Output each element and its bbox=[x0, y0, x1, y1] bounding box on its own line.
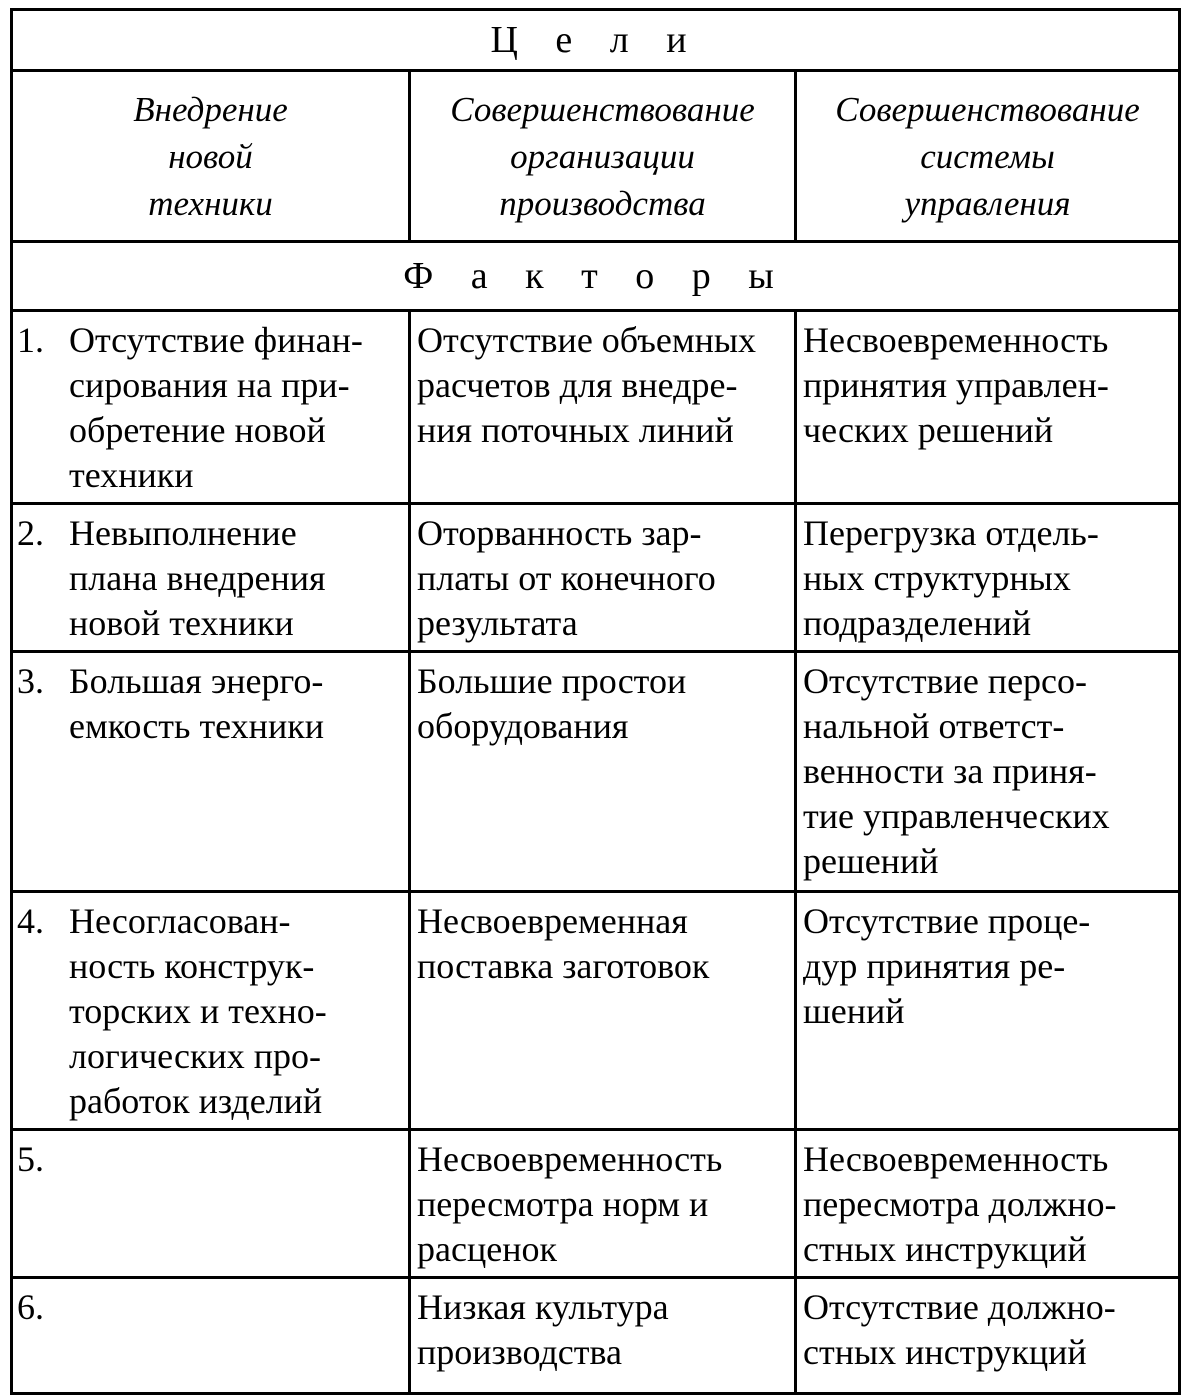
factor-cell-organization: Несвоевременность пересмотра норм и расценок bbox=[410, 1130, 796, 1278]
factor-row-2 bbox=[12, 504, 1180, 652]
factor-cell-technology bbox=[12, 652, 410, 892]
factor-row-3 bbox=[12, 652, 1180, 892]
goal-management-system: Совершенствование системы управления bbox=[796, 71, 1180, 242]
factor-cell-organization: Отсутствие объемных расчетов для внедре- ния поточных линий bbox=[410, 311, 796, 504]
factor-row-1 bbox=[12, 311, 1180, 504]
factor-cell-management: Несвоевременность пересмотра должно- стных инструкций bbox=[796, 1130, 1180, 1278]
factor-row-6 bbox=[12, 1278, 1180, 1394]
factor-cell-organization: Низкая культура производства bbox=[410, 1278, 796, 1394]
factor-cell-management: Отсутствие проце- дур принятия ре- шений bbox=[796, 892, 1180, 1130]
factor-cell-management: Отсутствие должно- стных инструкций bbox=[796, 1278, 1180, 1394]
factor-cell-technology bbox=[12, 311, 410, 504]
factor-cell-technology bbox=[12, 892, 410, 1130]
factor-cell-technology bbox=[12, 1278, 410, 1394]
row-number: 5. bbox=[17, 1139, 44, 1179]
factor-text: Большая энерго- емкость техники bbox=[69, 661, 324, 746]
row-number: 4. bbox=[17, 901, 44, 941]
factor-row-5 bbox=[12, 1130, 1180, 1278]
factor-text: Отсутствие финан- сирования на при- обретение новой техники bbox=[69, 320, 363, 495]
row-number: 3. bbox=[17, 661, 44, 701]
factor-cell-management: Отсутствие персо- нальной ответст- венности за приня- тие управленческих решений bbox=[796, 652, 1180, 892]
factor-cell-management: Несвоевременность принятия управлен- ческих решений bbox=[796, 311, 1180, 504]
goal-production-organization: Совершенствование организации производства bbox=[410, 71, 796, 242]
factor-cell-management: Перегрузка отдель- ных структурных подразделений bbox=[796, 504, 1180, 652]
goal-new-technology: Внедрение новой техники bbox=[12, 71, 410, 242]
row-number: 6. bbox=[17, 1287, 44, 1327]
factors-header-row bbox=[12, 242, 1180, 311]
factor-row-4 bbox=[12, 892, 1180, 1130]
factor-cell-technology bbox=[12, 504, 410, 652]
factor-text: Невыполнение плана внедрения новой техники bbox=[69, 513, 326, 643]
factor-cell-organization: Оторванность зар- платы от конечного результата bbox=[410, 504, 796, 652]
row-number: 2. bbox=[17, 513, 44, 553]
factor-cell-technology bbox=[12, 1130, 410, 1278]
goals-row bbox=[12, 71, 1180, 242]
factor-text: Несогласован- ность конструк- торских и техно- логических про- работок изделий bbox=[69, 901, 327, 1121]
goals-header-row bbox=[12, 10, 1180, 71]
factor-cell-organization: Большие простои оборудования bbox=[410, 652, 796, 892]
factors-heading: Ф а к т о р ы bbox=[12, 242, 1180, 311]
goals-factors-table bbox=[10, 8, 1181, 1395]
row-number: 1. bbox=[17, 320, 44, 360]
factor-cell-organization: Несвоевременная поставка заготовок bbox=[410, 892, 796, 1130]
goals-heading: Ц е л и bbox=[12, 10, 1180, 71]
